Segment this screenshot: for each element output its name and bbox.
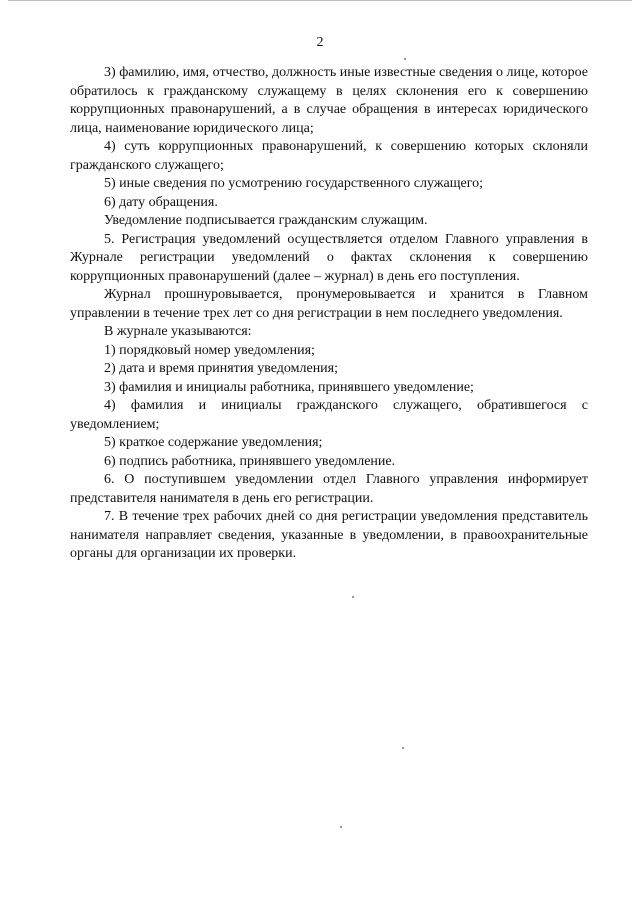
journal-field-4: 4) фамилия и инициалы гражданского служащего, обратившегося с уведомлением; [70,398,588,432]
journal-field-2: 2) дата и время принятия уведомления; [104,361,339,376]
body-text [70,64,588,564]
scan-speck [404,58,406,60]
scan-speck [340,826,342,828]
paragraph-item-5-other-info: 5) иные сведения по усмотрению государственного служащего; [104,176,483,191]
page-number: 2 [316,35,324,50]
paragraph-item-6-date: 6) дату обращения. [104,194,218,210]
paragraph-journal-storage: Журнал прошнуровывается, пронумеровывается и хранится в Главном управлении в течение трех лет со дня регистрации в нем последнего уведомления. [70,287,588,321]
paragraph-clause-6: 6. О поступившем уведомлении отдел Главного управления информирует представителя нанимателя в день его регистрации. [70,472,588,506]
journal-field-1: 1) порядковый номер уведомления; [104,342,315,358]
scan-speck [352,596,354,598]
paragraph-item-3-fio: 3) фамилию, имя, отчество, должность иные известные сведения о лице, которое обратилось к гражданскому служащему в целях склонения его к совершению коррупционных правонарушений, а в случае обращения в интересах юридического лица, наименование юридического лица; [70,65,588,136]
journal-field-6: 6) подпись работника, принявшего уведомление. [104,453,396,469]
scan-speck [402,747,404,749]
paragraph-clause-7: 7. В течение трех рабочих дней со дня регистрации уведомления представитель нанимателя направляет сведения, указанные в уведомлении, в правоохранительные органы для организации их проверки. [70,509,588,561]
journal-field-5: 5) краткое содержание уведомления; [104,435,323,450]
paragraph-signature: Уведомление подписывается гражданским служащим. [104,213,428,228]
paragraph-item-4-essence: 4) суть коррупционных правонарушений, к совершению которых склоняли гражданского служащего; [70,139,588,173]
top-rule [8,0,632,1]
paragraph-journal-fields-intro: В журнале указываются: [104,324,252,339]
journal-field-3: 3) фамилия и инициалы работника, принявшего уведомление; [104,379,474,395]
paragraph-clause-5: 5. Регистрация уведомлений осуществляется отделом Главного управления в Журнале регистрации уведомлений о фактах склонения к совершению коррупционных правонарушений (далее – журнал) в день его поступления. [70,231,588,284]
